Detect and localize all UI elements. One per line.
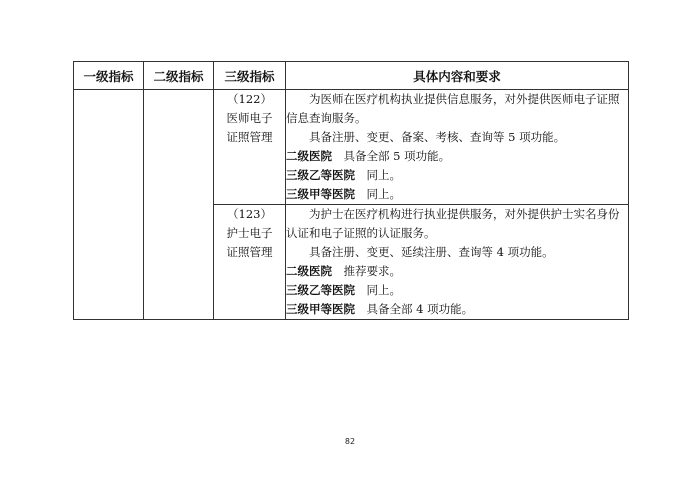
level3-name: 护士电子 <box>226 226 273 240</box>
requirement-text: 推荐要求。 <box>343 264 401 278</box>
level3-name: 证照管理 <box>226 245 273 259</box>
requirement-text: 具备全部 4 项功能。 <box>366 302 474 316</box>
content-cell <box>286 205 629 320</box>
level1-cell <box>74 90 144 320</box>
indicator-table <box>73 61 629 320</box>
requirement-level: 三级甲等医院 <box>286 302 355 316</box>
requirement-level: 三级乙等医院 <box>286 283 355 297</box>
level3-cell <box>214 205 286 320</box>
functions-paragraph: 具备注册、变更、备案、考核、查询等 5 项功能。 <box>309 130 566 144</box>
requirement-line <box>286 300 628 319</box>
requirement-text: 同上。 <box>366 283 401 297</box>
level3-name: 证照管理 <box>226 130 273 144</box>
description-paragraph: 为医师在医疗机构执业提供信息服务，对外提供医师电子证照信息查询服务。 <box>286 92 620 125</box>
level3-code: （122） <box>227 92 272 106</box>
level3-name: 医师电子 <box>226 111 273 125</box>
requirement-line <box>286 281 628 300</box>
requirement-line <box>286 166 628 185</box>
requirement-line <box>286 185 628 204</box>
requirement-text: 同上。 <box>366 168 401 182</box>
table-header-row <box>74 62 629 90</box>
requirement-line <box>286 262 628 281</box>
functions-paragraph: 具备注册、变更、延续注册、查询等 4 项功能。 <box>309 245 554 259</box>
requirement-level: 二级医院 <box>286 264 332 278</box>
description-paragraph: 为护士在医疗机构进行执业提供服务，对外提供护士实名身份认证和电子证照的认证服务。 <box>286 207 620 240</box>
level3-cell <box>214 90 286 205</box>
level3-code: （123） <box>227 207 272 221</box>
header-content: 具体内容和要求 <box>286 62 629 90</box>
header-level3: 三级指标 <box>214 62 286 90</box>
requirement-level: 三级甲等医院 <box>286 187 355 201</box>
level2-cell <box>144 90 214 320</box>
requirement-text: 具备全部 5 项功能。 <box>343 149 451 163</box>
header-level1: 一级指标 <box>74 62 144 90</box>
content-cell <box>286 90 629 205</box>
table-row <box>74 90 629 205</box>
requirement-level: 二级医院 <box>286 149 332 163</box>
requirement-level: 三级乙等医院 <box>286 168 355 182</box>
requirement-line <box>286 147 628 166</box>
page-number: 82 <box>344 437 356 446</box>
requirement-text: 同上。 <box>366 187 401 201</box>
header-level2: 二级指标 <box>144 62 214 90</box>
